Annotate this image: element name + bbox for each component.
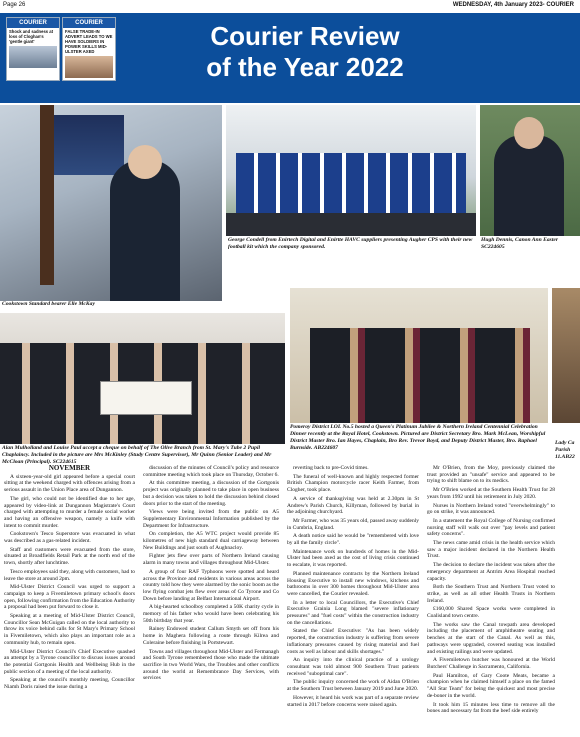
photo-caption-cropped (555, 440, 580, 461)
article-column-4 (427, 465, 555, 717)
cheque (100, 381, 192, 415)
article-paragraph: Mr Farmer, who was 35 years old, passed away suddenly in Cumbria, England. (287, 517, 419, 531)
article-paragraph: The funeral of well-known and highly respected former British Champion motorcycle racer Keith Farmer, from Clogher, took place. (287, 473, 419, 494)
page-title (150, 21, 460, 83)
article-paragraph: An inquiry into the clinical practice of a urology consultant was told almost 900 Southern Trust patients received "suboptimal care". (287, 657, 419, 677)
article-paragraph: Paul Hamilton, of Gary Coote Meats, became a champion when he claimed himself a place on the famed "All Star Team" for being the quickest and most precise de-boner in the world. (427, 672, 555, 699)
article-paragraph: Rainey Endowed student Callum Smyth set off from his home in Maghera following a route through Kilrea and Coleraine before finishing in Portstewart. (143, 626, 279, 646)
photo-cheque-presentation (0, 313, 285, 444)
article-paragraph: Mid-Ulster District Council's Chief Executive quashed an attempt by a Tyrone councillor to discuss issues around the potential Gortgonis Health and Wellbeing Hub in the public section of a meeting of the local authority. (4, 648, 135, 675)
article-column-2 (143, 465, 279, 684)
article-paragraph: The girl, who could not be identified due to her age, appeared by video-link at Dungannon Magistrate's Court charged with attempting to murder a female social worker and having an offensive weapon, namely a knife with intent to commit murder. (4, 495, 135, 529)
photo-caption: Alan Mulholland and Louise Paul accept a cheque on behalf of The Olive Branch from St. Mary's Tube 2 Pupil Chaplaincy. Included in the picture are Mrs McKinley (Study Centre Supervisor), Mr Quinn (Senior Leader) and Mr McCloan (Principal). SC224615 (2, 445, 272, 465)
article-paragraph: A service of thanksgiving was held at 2.30pm in St Andrew's Parish Church, Killyman, followed by burial in the adjoining churchyard. (287, 495, 419, 516)
article-column-3 (287, 465, 419, 710)
photo-football-kit (226, 105, 476, 236)
figure (494, 135, 564, 236)
article-paragraph: Towns and villages throughout Mid-Ulster and Fermanagh and South Tyrone remembered those who made the ultimate sacrifice in two World Wars, the Troubles and other conflicts around the world at Remembrance Day Services, with services (143, 648, 279, 682)
section-heading: NOVEMBER (48, 464, 91, 472)
article-paragraph: Both the Southern Trust and Northern Trust voted to strike, as well as all other Health Trusts in Northern Ireland. (427, 584, 555, 604)
flag-pole (40, 105, 54, 285)
article-paragraph: A Fivemiletown butcher was honoured at the World Butchers' Challenge in Sacramento, California. (427, 657, 555, 670)
thumbnail-photo (9, 46, 57, 68)
title-banner (0, 13, 580, 103)
article-paragraph: At this committee meeting, a discussion of the Gortgonis project was originally planned to take place in open business but a decision was taken to hold the discussion behind closed doors prior to the start of the meeting. (143, 480, 279, 507)
page-number: Page 26 (3, 2, 26, 8)
article-paragraph: Tesco employees said they, along with customers, had to leave the store at around 2pm. (4, 568, 135, 582)
shorts-row (226, 213, 476, 236)
article-paragraph: reverting back to pre-Covid times. (293, 465, 369, 471)
article-paragraph: However, it heard his work was part of a separate review started in 2017 before concerns were raised again. (287, 694, 419, 708)
article-paragraph: Planned maintenance contracts by the Northern Ireland Housing Executive to install new windows, kitchens and bathrooms in over 300 homes throughout Mid-Ulster area were cancelled, the Courier revealed. (287, 570, 419, 597)
article-paragraph: Cookstown's Tesco Superstore was evacuated in what was described as a gas-related incident. (4, 531, 135, 545)
front-page-thumbnail (6, 17, 60, 81)
article-paragraph: Nurses in Northern Ireland voted "overwhelmingly" to go on strike, it was announced. (427, 502, 555, 516)
photo-caption: Cookstown Standard bearer Elle McKay (2, 301, 95, 307)
photo-hugh-dennis (480, 105, 580, 236)
paragraphs (4, 474, 135, 691)
paragraphs (143, 465, 279, 682)
article-paragraph: The works saw the Canal towpath area developed including the placement of amphitheatre seating and benches at the start of the Canal. As well as this, pathways were upgraded, covered seating was installed and existing railings and were updated. (427, 621, 555, 655)
article-paragraph: £160,000 Shared Space works were completed in Coalisland town centre. (427, 606, 555, 620)
face (514, 117, 544, 149)
article-paragraph: Mr O'Brien worked at the Southern Health Trust for 28 years from 1992 until his retirement in July 2020. (427, 487, 555, 500)
article-paragraph: A big-hearted schoolboy completed a 50K charity cycle in memory of his father who would have been celebrating his 50th birthday that year. (143, 604, 279, 624)
face (128, 145, 162, 179)
thumbnail-headline: FALSE TRADE-IN ADVERT LEADS TO WE HAVE SOLDIERS IN POWER SKILLS MID-ULSTER AXED (65, 29, 113, 54)
caption-line: 11.AB22 (555, 454, 575, 460)
photo-standard-bearer (0, 105, 222, 301)
article-paragraph: Mr O'Brien, from the Moy, previously claimed the trust provided an "unsafe" service and appeared to be trying to shift blame on to its medics. (427, 465, 555, 485)
page-header (0, 0, 580, 10)
flag (54, 115, 124, 175)
photo-caption: Hugh Dennis, Canon Ann Easter SC224605 (481, 237, 559, 250)
figure (110, 160, 180, 301)
photo-caption: Pomeroy District LOL No.5 hosted a Queen's Platinum Jubilee & Northern Ireland Centennial Celebration Dinner recently at the Royal Hotel, Cookstown. Pictured are District Secretary Bro. Mark McLean, Worshipful District Master Bro. Ian Hayes, Chaplain, Bro Rev. Trevor Boyd, and Deputy District Master, Bro. Raphael Burnside. AB224607 (290, 424, 546, 451)
article-paragraph: A group of four RAF Typhoons were spotted and heard across the Province and residents in various areas across the country told how they were alarmed by the sonic boom as the low flying combat jets flew over areas of Co Tyrone and Co Down before landing at Belfast International Airport. (143, 568, 279, 602)
article-column-1 (4, 465, 135, 693)
photo-caption: George Condell from Enirtech Digital and Enirtte HAVC suppliers presenting Augher CPS with their new football kit which the company sponsored. (228, 237, 473, 250)
article-paragraph: The public inquiry concerned the work of Aidan O'Brien at the Southern Trust between January 2019 and June 2020. (287, 679, 419, 693)
thumbnail-photo (65, 56, 113, 78)
paragraphs (427, 465, 555, 715)
front-page-thumbnail (62, 17, 116, 81)
caption-line: Parish (555, 447, 571, 453)
article-paragraph: Fighter jets flew over parts of Northern Ireland causing alarm in many towns and villages throughout Mid-Ulster. (143, 553, 279, 567)
players-group (236, 153, 466, 213)
issue-date: WEDNESDAY, 4th January 2023- COURIER (452, 2, 574, 8)
thumbnail-masthead: COURIER (7, 18, 59, 28)
article-paragraph: A death notice said he would be "remembered with love by all the family circle". (287, 533, 419, 547)
paragraphs (287, 465, 419, 708)
article-paragraph: Staff and customers were evacuated from the store, situated at Broadfields Retail Park at the north end of the town, shortly after lunchtime. (4, 546, 135, 567)
photo-cropped (552, 288, 580, 423)
thumbnail-masthead: COURIER (63, 18, 115, 28)
article-paragraph: Mid-Ulster District Council was urged to support a campaign to keep a Fivemiletown primary school's doors open, following confirmation from the Education Authority a proposal had been put forward to close it. (4, 584, 135, 611)
people-group (310, 328, 530, 423)
article-paragraph: A sixteen-year-old girl appeared before a special court sitting at the weekend charged with offences arising from a serious assault in the Union Place area of Dungannon. (4, 473, 135, 494)
article-paragraph: Maintenance work on hundreds of homes in the Mid-Ulster had been axed as the cost of living crisis continued to escalate, it was reported. (287, 548, 419, 569)
article-paragraph: Views were being invited from the public on A5 Supplementary Environmental Information published by the Department for Infrastructure. (143, 509, 279, 529)
article-paragraph: It took him 15 minutes less time to remove all the bones and necessary fat from the beef side entirely (427, 701, 555, 715)
photo-lol-dinner (290, 288, 548, 423)
thumbnail-headline: Shock and sadness at loss of Cloghan's 'gentle giant' (9, 29, 53, 44)
article-paragraph: discussion of the minutes of Council's policy and resource committee meeting which took place on Thursday, October 6. (143, 465, 279, 478)
article-paragraph: On completion, the A5 WTC project would provide 85 kilometres of new high standard dual carriageway between New Buildings and just south of Aughnacloy. (143, 531, 279, 551)
caption-line: Lady Ca (555, 440, 575, 446)
title-line: of the Year 2022 (206, 52, 404, 82)
article-paragraph: In a statement the Royal College of Nursing confirmed nursing staff will walk out over "pay levels and patient safety concerns". (427, 517, 555, 538)
article-paragraph: Stated the Chief Executive: "As has been widely reported, the construction industry is suffering from severe inflationary pressures caused by rising material and fuel costs as well as labour and skills shortages." (287, 628, 419, 655)
article-paragraph: Speaking at a meeting of Mid-Ulster District Council, Councillor Sean McGuigan called on the local authority to throw its voice behind calls for St Mary's Primary School in Fivemiletown, which also plays an important role as a community hub, to remain open. (4, 613, 135, 646)
article-paragraph: In a letter to local Councillors, the Executive's Chief Executive Grainia Long blamed "severe inflationary pressures" and "fuel costs" within the construction industry on the cancellations. (287, 599, 419, 626)
article-paragraph: The decision to declare the incident was taken after the emergency department at Antrim Area Hospital reached capacity. (427, 562, 555, 582)
article-paragraph: The news came amid crisis in the health service which saw a major incident declared in the Northern Health Trust. (427, 540, 555, 560)
article-paragraph: Speaking at the council's monthly meeting, Councillor Niamh Doris raised the issue during a (4, 677, 135, 691)
title-line: Courier Review (210, 21, 400, 51)
